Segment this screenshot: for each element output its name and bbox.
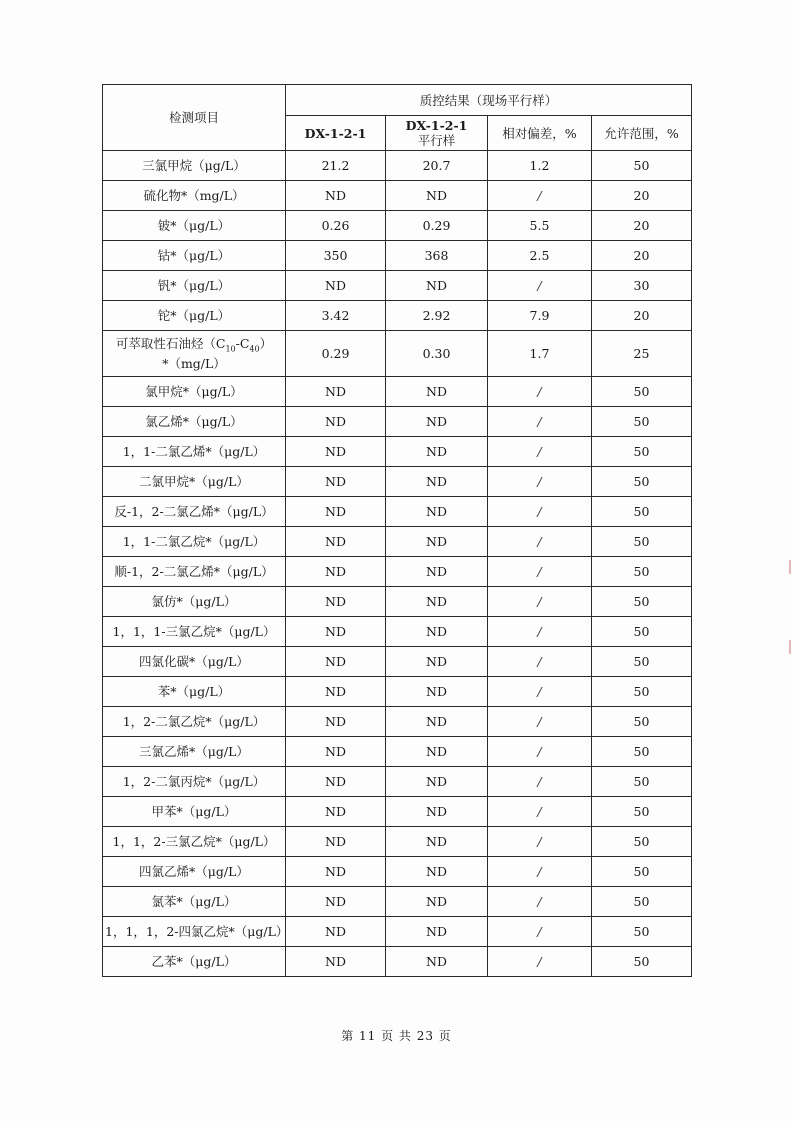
cell-sample: ND	[286, 437, 386, 467]
cell-deviation: /	[488, 497, 592, 527]
header-parallel-label: 平行样	[417, 133, 456, 148]
cell-range: 30	[592, 271, 692, 301]
cell-range: 50	[592, 767, 692, 797]
cell-deviation: /	[488, 737, 592, 767]
cell-parallel: ND	[386, 767, 488, 797]
table-row	[103, 707, 692, 737]
cell-parallel: ND	[386, 181, 488, 211]
cell-sample: ND	[286, 617, 386, 647]
cell-deviation: /	[488, 827, 592, 857]
cell-range: 50	[592, 151, 692, 181]
cell-parallel: ND	[386, 737, 488, 767]
table-row	[103, 917, 692, 947]
cell-deviation: /	[488, 467, 592, 497]
cell-sample: ND	[286, 407, 386, 437]
cell-range: 50	[592, 947, 692, 977]
cell-deviation: /	[488, 437, 592, 467]
table-row	[103, 647, 692, 677]
cell-deviation: /	[488, 857, 592, 887]
cell-range: 50	[592, 857, 692, 887]
cell-item: 1，1-二氯乙烷*（μg/L）	[103, 527, 286, 557]
cell-deviation: /	[488, 271, 592, 301]
cell-item: 铊*（μg/L）	[103, 301, 286, 331]
cell-parallel: ND	[386, 827, 488, 857]
cell-parallel: 2.92	[386, 301, 488, 331]
cell-sample: ND	[286, 181, 386, 211]
cell-range: 50	[592, 797, 692, 827]
table-row	[103, 467, 692, 497]
cell-parallel: ND	[386, 797, 488, 827]
header-parallel	[386, 116, 488, 151]
table-row	[103, 301, 692, 331]
cell-parallel: ND	[386, 647, 488, 677]
cell-range: 50	[592, 377, 692, 407]
cell-sample: 3.42	[286, 301, 386, 331]
scan-edge-mark	[789, 560, 791, 574]
cell-item: 反-1，2-二氯乙烯*（μg/L）	[103, 497, 286, 527]
cell-parallel: ND	[386, 677, 488, 707]
cell-sample: ND	[286, 677, 386, 707]
cell-sample: ND	[286, 707, 386, 737]
cell-item	[103, 331, 286, 377]
cell-item: 钒*（μg/L）	[103, 271, 286, 301]
cell-item: 四氯乙烯*（μg/L）	[103, 857, 286, 887]
cell-deviation: 2.5	[488, 241, 592, 271]
cell-parallel: 0.30	[386, 331, 488, 377]
cell-sample: ND	[286, 737, 386, 767]
cell-range: 50	[592, 917, 692, 947]
cell-item: 氯仿*（μg/L）	[103, 587, 286, 617]
page-footer: 第 11 页 共 23 页	[341, 1029, 452, 1043]
header-range: 允许范围，%	[592, 116, 692, 151]
cell-sample: ND	[286, 497, 386, 527]
cell-deviation: /	[488, 917, 592, 947]
cell-parallel: ND	[386, 527, 488, 557]
cell-range: 50	[592, 527, 692, 557]
cell-range: 50	[592, 557, 692, 587]
cell-item: 顺-1，2-二氯乙烯*（μg/L）	[103, 557, 286, 587]
cell-sample: ND	[286, 587, 386, 617]
table-row	[103, 737, 692, 767]
header-item: 检测项目	[103, 85, 286, 151]
cell-sample: ND	[286, 767, 386, 797]
cell-sample: ND	[286, 647, 386, 677]
cell-item: 甲苯*（μg/L）	[103, 797, 286, 827]
cell-parallel: 368	[386, 241, 488, 271]
cell-parallel: 0.29	[386, 211, 488, 241]
cell-range: 50	[592, 467, 692, 497]
cell-range: 50	[592, 587, 692, 617]
cell-item: 苯*（μg/L）	[103, 677, 286, 707]
cell-parallel: ND	[386, 857, 488, 887]
cell-range: 50	[592, 677, 692, 707]
cell-range: 50	[592, 827, 692, 857]
table-row	[103, 677, 692, 707]
cell-item: 乙苯*（μg/L）	[103, 947, 286, 977]
cell-sample: ND	[286, 917, 386, 947]
cell-deviation: /	[488, 677, 592, 707]
table-row	[103, 271, 692, 301]
table-row	[103, 557, 692, 587]
cell-deviation: /	[488, 617, 592, 647]
cell-deviation: /	[488, 707, 592, 737]
cell-item: 三氯乙烯*（μg/L）	[103, 737, 286, 767]
cell-parallel: ND	[386, 497, 488, 527]
table-row	[103, 211, 692, 241]
scan-edge-mark	[789, 640, 791, 654]
cell-deviation: 1.7	[488, 331, 592, 377]
cell-deviation: /	[488, 377, 592, 407]
cell-sample: ND	[286, 527, 386, 557]
cell-range: 50	[592, 407, 692, 437]
cell-item: 氯甲烷*（μg/L）	[103, 377, 286, 407]
table-row	[103, 857, 692, 887]
cell-range: 50	[592, 707, 692, 737]
cell-parallel: ND	[386, 587, 488, 617]
cell-deviation: 7.9	[488, 301, 592, 331]
cell-deviation: /	[488, 887, 592, 917]
cell-sample: ND	[286, 857, 386, 887]
cell-range: 50	[592, 887, 692, 917]
cell-item: 氯苯*（μg/L）	[103, 887, 286, 917]
cell-parallel: ND	[386, 887, 488, 917]
cell-deviation: /	[488, 407, 592, 437]
cell-range: 50	[592, 737, 692, 767]
cell-range: 50	[592, 497, 692, 527]
header-sample: DX-1-2-1	[286, 116, 386, 151]
cell-parallel: ND	[386, 377, 488, 407]
cell-deviation: 5.5	[488, 211, 592, 241]
cell-sample: 350	[286, 241, 386, 271]
cell-parallel: ND	[386, 407, 488, 437]
cell-item: 铍*（μg/L）	[103, 211, 286, 241]
cell-item: 三氯甲烷（μg/L）	[103, 151, 286, 181]
cell-parallel: ND	[386, 707, 488, 737]
cell-item: 1，1，1，2-四氯乙烷*（μg/L）	[103, 917, 286, 947]
cell-sample: ND	[286, 947, 386, 977]
cell-item: 1，1-二氯乙烯*（μg/L）	[103, 437, 286, 467]
cell-sample: ND	[286, 467, 386, 497]
table-row	[103, 497, 692, 527]
cell-parallel: 20.7	[386, 151, 488, 181]
qc-table-body	[103, 151, 692, 977]
table-row	[103, 887, 692, 917]
cell-sample: 0.26	[286, 211, 386, 241]
tph-label-line1: 可萃取性石油烃$(C_{10}-C_{40})$	[115, 335, 273, 354]
cell-sample: ND	[286, 797, 386, 827]
cell-deviation: /	[488, 587, 592, 617]
table-row	[103, 947, 692, 977]
cell-parallel: ND	[386, 917, 488, 947]
cell-item: 四氯化碳*（μg/L）	[103, 647, 286, 677]
cell-range: 50	[592, 647, 692, 677]
table-row	[103, 331, 692, 377]
table-row	[103, 377, 692, 407]
table-row	[103, 407, 692, 437]
cell-item: 1，1，1-三氯乙烷*（μg/L）	[103, 617, 286, 647]
cell-parallel: ND	[386, 467, 488, 497]
cell-sample: ND	[286, 271, 386, 301]
cell-sample: ND	[286, 827, 386, 857]
cell-item: 1，2-二氯乙烷*（μg/L）	[103, 707, 286, 737]
table-row	[103, 587, 692, 617]
cell-sample: ND	[286, 887, 386, 917]
header-parallel-id: DX-1-2-1	[405, 118, 468, 133]
tph-label-line2: *（mg/L）	[162, 356, 226, 372]
table-row	[103, 617, 692, 647]
cell-range: 20	[592, 241, 692, 271]
cell-sample: ND	[286, 557, 386, 587]
cell-item: 钴*（μg/L）	[103, 241, 286, 271]
cell-range: 50	[592, 617, 692, 647]
cell-deviation: 1.2	[488, 151, 592, 181]
cell-deviation: /	[488, 767, 592, 797]
cell-item: 1，1，2-三氯乙烷*（μg/L）	[103, 827, 286, 857]
table-row	[103, 181, 692, 211]
cell-range: 25	[592, 331, 692, 377]
cell-item: 硫化物*（mg/L）	[103, 181, 286, 211]
cell-deviation: /	[488, 947, 592, 977]
cell-item: 二氯甲烷*（μg/L）	[103, 467, 286, 497]
cell-sample: 21.2	[286, 151, 386, 181]
table-row	[103, 151, 692, 181]
qc-results-table	[102, 84, 692, 977]
cell-range: 20	[592, 301, 692, 331]
cell-deviation: /	[488, 527, 592, 557]
cell-parallel: ND	[386, 271, 488, 301]
cell-item: 氯乙烯*（μg/L）	[103, 407, 286, 437]
header-qc-group: 质控结果（现场平行样）	[286, 85, 692, 116]
cell-range: 50	[592, 437, 692, 467]
cell-item: 1，2-二氯丙烷*（μg/L）	[103, 767, 286, 797]
cell-sample: 0.29	[286, 331, 386, 377]
cell-parallel: ND	[386, 557, 488, 587]
cell-deviation: /	[488, 797, 592, 827]
cell-deviation: /	[488, 647, 592, 677]
cell-parallel: ND	[386, 437, 488, 467]
table-row	[103, 527, 692, 557]
table-row	[103, 797, 692, 827]
header-deviation: 相对偏差，%	[488, 116, 592, 151]
table-row	[103, 437, 692, 467]
cell-deviation: /	[488, 557, 592, 587]
table-row	[103, 241, 692, 271]
cell-range: 20	[592, 211, 692, 241]
cell-parallel: ND	[386, 947, 488, 977]
cell-deviation: /	[488, 181, 592, 211]
cell-sample: ND	[286, 377, 386, 407]
table-row	[103, 767, 692, 797]
cell-range: 20	[592, 181, 692, 211]
cell-parallel: ND	[386, 617, 488, 647]
table-row	[103, 827, 692, 857]
